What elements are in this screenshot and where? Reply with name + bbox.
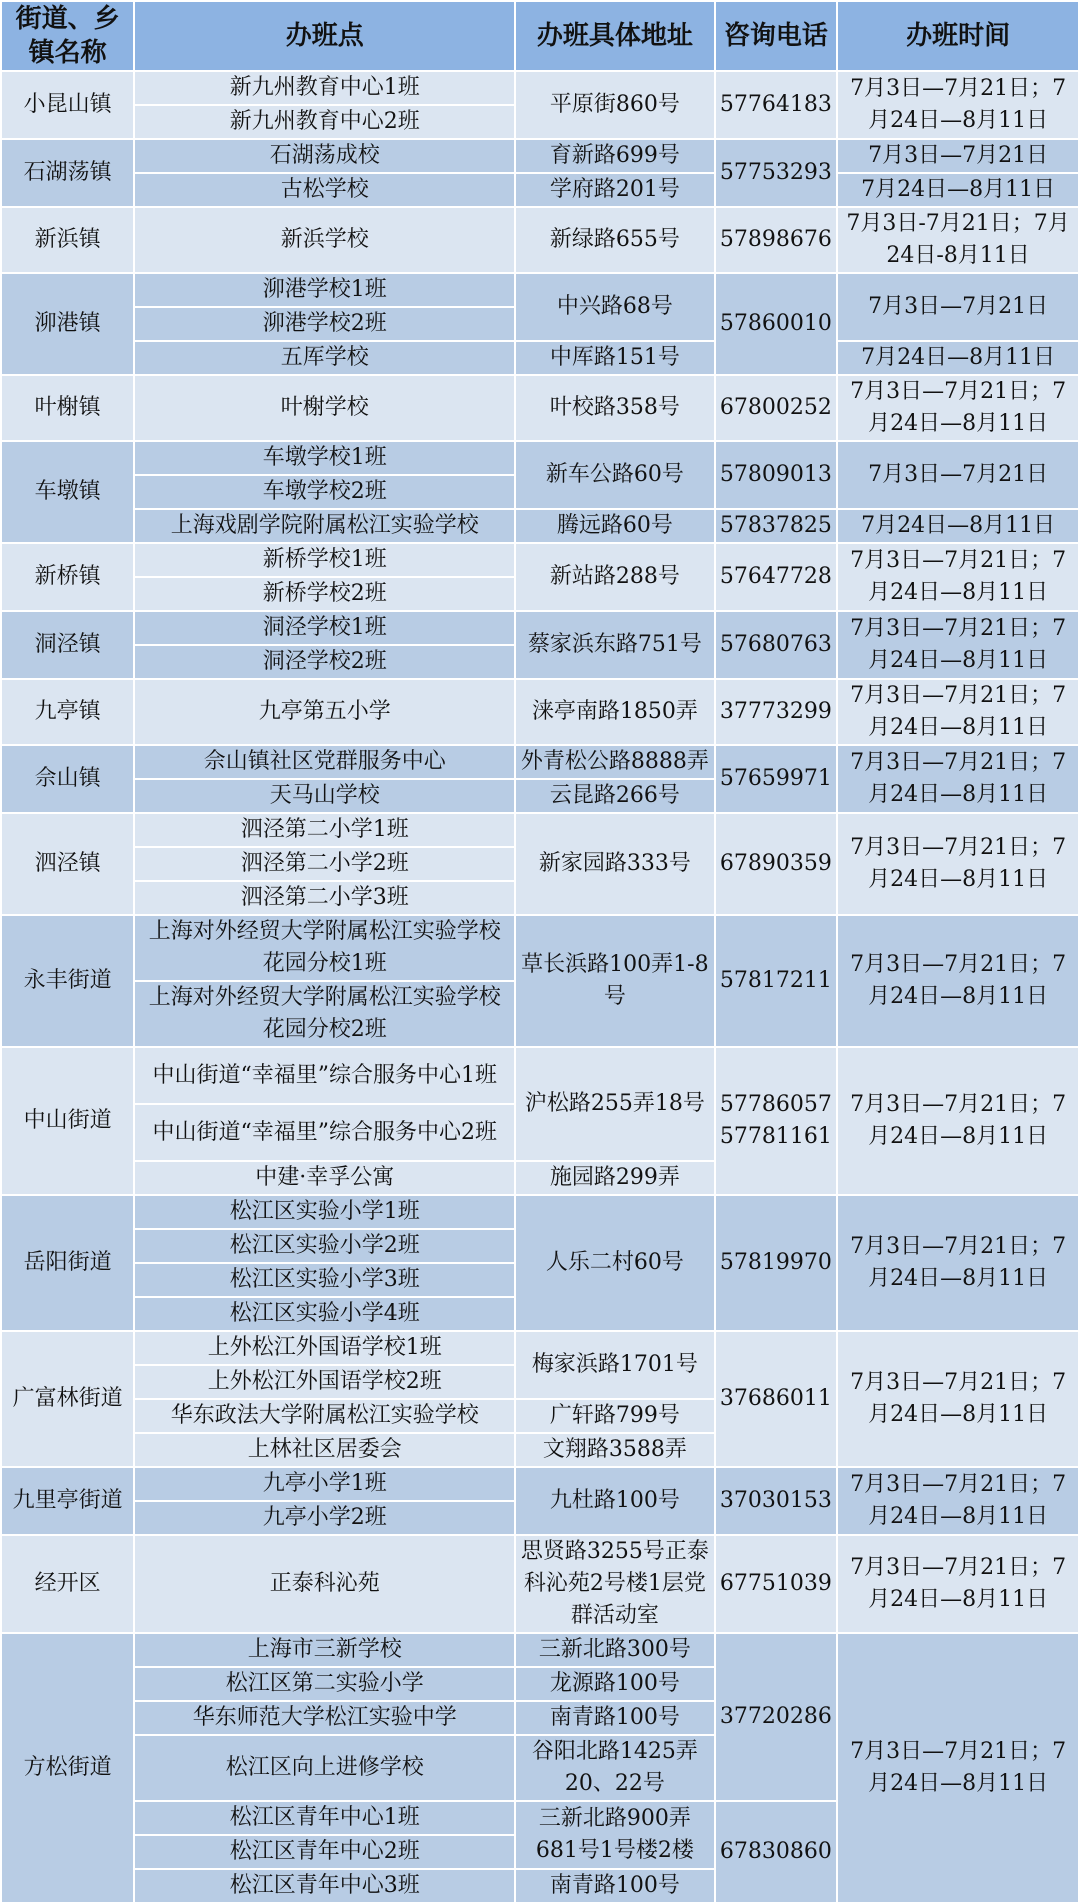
address-cell: 广轩路799号: [515, 1399, 714, 1433]
table-row: [1, 173, 1079, 207]
address-cell: 草长浜路100弄1-8号: [515, 915, 714, 1047]
site-cell: 上海对外经贸大学附属松江实验学校花园分校2班: [134, 981, 515, 1047]
district-cell: 石湖荡镇: [1, 139, 134, 207]
site-cell: 上海戏剧学院附属松江实验学校: [134, 509, 515, 543]
time-cell: 7月3日—7月21日；7月24日—8月11日: [837, 1467, 1079, 1535]
phone-cell: 57764183: [715, 71, 838, 139]
address-cell: 思贤路3255号正泰科沁苑2号楼1层党群活动室: [515, 1535, 714, 1633]
site-cell: 松江区青年中心3班: [134, 1869, 515, 1903]
site-cell: 松江区实验小学3班: [134, 1263, 515, 1297]
site-cell: 中山街道“幸福里”综合服务中心1班: [134, 1047, 515, 1104]
site-cell: 松江区青年中心1班: [134, 1801, 515, 1835]
phone-cell: 67751039: [715, 1535, 838, 1633]
table-row: [1, 1047, 1079, 1104]
district-cell: 佘山镇: [1, 745, 134, 813]
time-cell: 7月3日-7月21日；7月24日-8月11日: [837, 207, 1079, 273]
address-cell: 平原街860号: [515, 71, 714, 139]
table-row: [1, 71, 1079, 105]
address-cell: 三新北路900弄681号1号楼2楼: [515, 1801, 714, 1869]
address-cell: 学府路201号: [515, 173, 714, 207]
header-address: 办班具体地址: [515, 1, 714, 71]
district-cell: 新桥镇: [1, 543, 134, 611]
site-cell: 上外松江外国语学校1班: [134, 1331, 515, 1365]
site-cell: 九亭小学2班: [134, 1501, 515, 1535]
table-row: [1, 1331, 1079, 1365]
address-cell: 腾远路60号: [515, 509, 714, 543]
district-cell: 中山街道: [1, 1047, 134, 1195]
time-cell: 7月3日—7月21日: [837, 273, 1079, 341]
site-cell: 洞泾学校2班: [134, 645, 515, 679]
address-cell: 外青松公路8888弄: [515, 745, 714, 779]
site-cell: 泖港学校1班: [134, 273, 515, 307]
phone-cell: 57837825: [715, 509, 838, 543]
phone-cell: 57817211: [715, 915, 838, 1047]
header-time: 办班时间: [837, 1, 1079, 71]
time-cell: 7月3日—7月21日；7月24日—8月11日: [837, 1331, 1079, 1467]
site-cell: 新九州教育中心2班: [134, 105, 515, 139]
district-cell: 叶榭镇: [1, 375, 134, 441]
site-cell: 天马山学校: [134, 779, 515, 813]
district-cell: 岳阳街道: [1, 1195, 134, 1331]
site-cell: 上海对外经贸大学附属松江实验学校花园分校1班: [134, 915, 515, 981]
district-cell: 新浜镇: [1, 207, 134, 273]
site-cell: 石湖荡成校: [134, 139, 515, 173]
address-cell: 云昆路266号: [515, 779, 714, 813]
address-cell: 龙源路100号: [515, 1667, 714, 1701]
phone-cell: 57680763: [715, 611, 838, 679]
district-cell: 方松街道: [1, 1633, 134, 1903]
phone-cell: 37030153: [715, 1467, 838, 1535]
table-body: [1, 71, 1079, 1903]
site-cell: 佘山镇社区党群服务中心: [134, 745, 515, 779]
district-cell: 泗泾镇: [1, 813, 134, 915]
table-row: [1, 1535, 1079, 1633]
phone-cell: 67890359: [715, 813, 838, 915]
time-cell: 7月3日—7月21日；7月24日—8月11日: [837, 71, 1079, 139]
site-cell: 松江区实验小学1班: [134, 1195, 515, 1229]
address-cell: 新车公路60号: [515, 441, 714, 509]
site-cell: 叶榭学校: [134, 375, 515, 441]
table-row: [1, 207, 1079, 273]
site-cell: 上林社区居委会: [134, 1433, 515, 1467]
table-row: [1, 1195, 1079, 1229]
site-cell: 车墩学校2班: [134, 475, 515, 509]
phone-cell: 57647728: [715, 543, 838, 611]
table-row: [1, 341, 1079, 375]
table-row: [1, 813, 1079, 847]
address-cell: 新站路288号: [515, 543, 714, 611]
address-cell: 中厍路151号: [515, 341, 714, 375]
site-cell: 新桥学校1班: [134, 543, 515, 577]
address-cell: 梅家浜路1701号: [515, 1331, 714, 1399]
address-cell: 文翔路3588弄: [515, 1433, 714, 1467]
site-cell: 车墩学校1班: [134, 441, 515, 475]
site-cell: 九亭第五小学: [134, 679, 515, 745]
site-cell: 华东师范大学松江实验中学: [134, 1701, 515, 1735]
district-cell: 洞泾镇: [1, 611, 134, 679]
phone-cell: 37720286: [715, 1633, 838, 1801]
address-cell: 九杜路100号: [515, 1467, 714, 1535]
address-cell: 人乐二村60号: [515, 1195, 714, 1331]
site-cell: 新九州教育中心1班: [134, 71, 515, 105]
district-cell: 小昆山镇: [1, 71, 134, 139]
district-cell: 泖港镇: [1, 273, 134, 375]
table-row: [1, 679, 1079, 745]
address-cell: 施园路299弄: [515, 1161, 714, 1195]
address-cell: 叶校路358号: [515, 375, 714, 441]
address-cell: 新绿路655号: [515, 207, 714, 273]
site-cell: 华东政法大学附属松江实验学校: [134, 1399, 515, 1433]
district-cell: 广富林街道: [1, 1331, 134, 1467]
site-cell: 泗泾第二小学3班: [134, 881, 515, 915]
phone-cell: 37773299: [715, 679, 838, 745]
header-district: 街道、乡镇名称: [1, 1, 134, 71]
address-cell: 三新北路300号: [515, 1633, 714, 1667]
address-cell: 谷阳北路1425弄20、22号: [515, 1735, 714, 1801]
site-cell: 松江区青年中心2班: [134, 1835, 515, 1869]
district-cell: 经开区: [1, 1535, 134, 1633]
site-cell: 五厍学校: [134, 341, 515, 375]
time-cell: 7月24日—8月11日: [837, 173, 1079, 207]
time-cell: 7月3日—7月21日；7月24日—8月11日: [837, 611, 1079, 679]
time-cell: 7月24日—8月11日: [837, 341, 1079, 375]
site-cell: 中山街道“幸福里”综合服务中心2班: [134, 1104, 515, 1161]
phone-cell: 67830860: [715, 1801, 838, 1903]
time-cell: 7月3日—7月21日: [837, 441, 1079, 509]
table-row: [1, 1633, 1079, 1667]
site-cell: 松江区实验小学4班: [134, 1297, 515, 1331]
time-cell: 7月24日—8月11日: [837, 509, 1079, 543]
table-row: [1, 745, 1079, 779]
site-cell: 正泰科沁苑: [134, 1535, 515, 1633]
site-cell: 松江区实验小学2班: [134, 1229, 515, 1263]
phone-cell: 57860010: [715, 273, 838, 375]
table-row: [1, 139, 1079, 173]
time-cell: 7月3日—7月21日；7月24日—8月11日: [837, 375, 1079, 441]
time-cell: 7月3日—7月21日；7月24日—8月11日: [837, 543, 1079, 611]
header-phone: 咨询电话: [715, 1, 838, 71]
site-cell: 九亭小学1班: [134, 1467, 515, 1501]
time-cell: 7月3日—7月21日；7月24日—8月11日: [837, 915, 1079, 1047]
site-cell: 新桥学校2班: [134, 577, 515, 611]
phone-cell: 57819970: [715, 1195, 838, 1331]
table-row: [1, 1467, 1079, 1501]
site-cell: 中建·幸孚公寓: [134, 1161, 515, 1195]
table-row: [1, 441, 1079, 475]
address-cell: 沪松路255弄18号: [515, 1047, 714, 1161]
site-cell: 泖港学校2班: [134, 307, 515, 341]
site-cell: 古松学校: [134, 173, 515, 207]
table-row: [1, 273, 1079, 307]
table-row: [1, 915, 1079, 981]
address-cell: 南青路100号: [515, 1869, 714, 1903]
address-cell: 涞亭南路1850弄: [515, 679, 714, 745]
address-cell: 蔡家浜东路751号: [515, 611, 714, 679]
site-cell: 上外松江外国语学校2班: [134, 1365, 515, 1399]
site-cell: 新浜学校: [134, 207, 515, 273]
district-cell: 车墩镇: [1, 441, 134, 543]
district-cell: 九里亭街道: [1, 1467, 134, 1535]
district-cell: 永丰街道: [1, 915, 134, 1047]
phone-cell: 37686011: [715, 1331, 838, 1467]
phone-cell: 67800252: [715, 375, 838, 441]
time-cell: 7月3日—7月21日；7月24日—8月11日: [837, 1535, 1079, 1633]
time-cell: 7月3日—7月21日；7月24日—8月11日: [837, 1047, 1079, 1195]
time-cell: 7月3日—7月21日；7月24日—8月11日: [837, 813, 1079, 915]
table-row: [1, 543, 1079, 577]
site-cell: 松江区第二实验小学: [134, 1667, 515, 1701]
site-cell: 泗泾第二小学2班: [134, 847, 515, 881]
address-cell: 新家园路333号: [515, 813, 714, 915]
time-cell: 7月3日—7月21日；7月24日—8月11日: [837, 1633, 1079, 1903]
site-cell: 松江区向上进修学校: [134, 1735, 515, 1801]
table-row: [1, 509, 1079, 543]
site-cell: 上海市三新学校: [134, 1633, 515, 1667]
district-cell: 九亭镇: [1, 679, 134, 745]
site-cell: 洞泾学校1班: [134, 611, 515, 645]
header-site: 办班点: [134, 1, 515, 71]
phone-cell: 57659971: [715, 745, 838, 813]
phone-cell: 57786057 57781161: [715, 1047, 838, 1195]
time-cell: 7月3日—7月21日: [837, 139, 1079, 173]
time-cell: 7月3日—7月21日；7月24日—8月11日: [837, 679, 1079, 745]
header-row: [1, 1, 1079, 71]
address-cell: 中兴路68号: [515, 273, 714, 341]
table-row: [1, 611, 1079, 645]
phone-cell: 57809013: [715, 441, 838, 509]
table-row: [1, 375, 1079, 441]
site-cell: 泗泾第二小学1班: [134, 813, 515, 847]
time-cell: 7月3日—7月21日；7月24日—8月11日: [837, 745, 1079, 813]
address-cell: 南青路100号: [515, 1701, 714, 1735]
address-cell: 育新路699号: [515, 139, 714, 173]
phone-cell: 57898676: [715, 207, 838, 273]
phone-cell: 57753293: [715, 139, 838, 207]
time-cell: 7月3日—7月21日；7月24日—8月11日: [837, 1195, 1079, 1331]
